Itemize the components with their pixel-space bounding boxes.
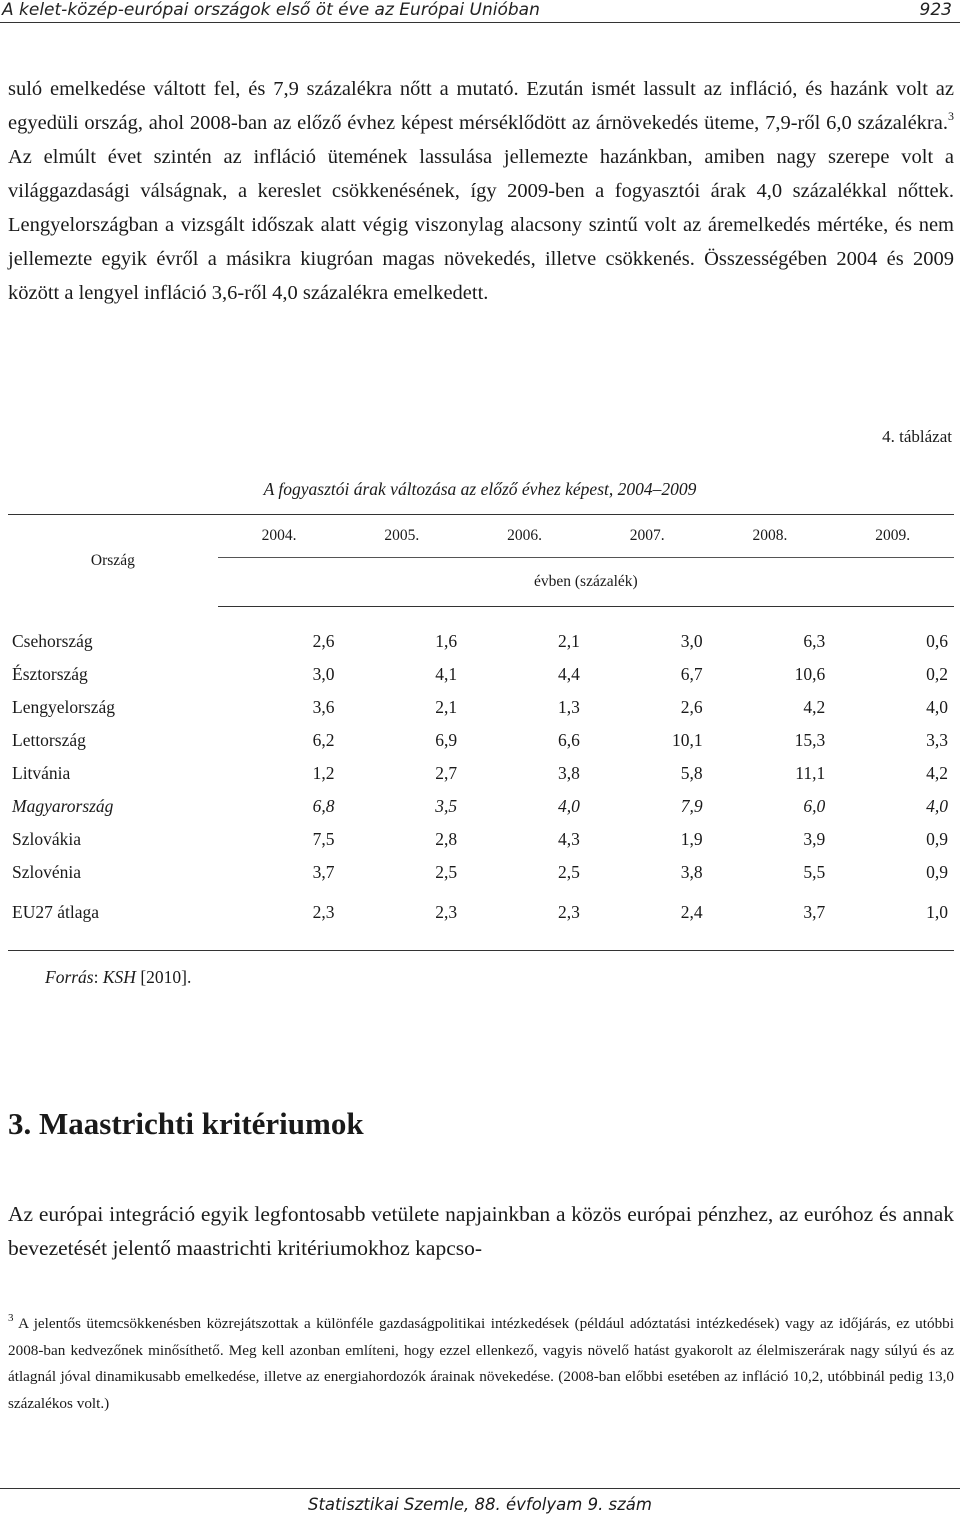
footnote-reference[interactable]: 3 [948,109,954,123]
country-cell: Magyarország [12,796,114,816]
value-cell: 6,6 [557,730,580,750]
table-row [8,823,954,856]
table-title: A fogyasztói árak változása az előző évhez képest, 2004–2009 [263,479,697,499]
country-cell: Csehország [12,631,93,651]
footnote [8,1311,954,1417]
table-number: 4. táblázat [882,427,952,446]
value-cell: 2,1 [557,631,580,651]
year-header: 2004. [218,515,341,558]
value-cell: 5,8 [680,763,703,783]
body-paragraph-1 [8,72,954,310]
footer-divider [0,1488,960,1489]
value-cell: 4,0 [926,697,948,717]
year-header: 2009. [831,515,954,558]
year-header: 2005. [340,515,463,558]
table-row [8,691,954,724]
value-cell: 4,0 [557,796,580,816]
value-cell: 2,3 [340,889,463,951]
country-cell: Lengyelország [12,697,116,717]
value-cell: 0,2 [926,664,948,684]
table-row [8,724,954,757]
paragraph-text-part1: suló emelkedése váltott fel, és 7,9 százalékra nőtt a mutató. Ezután ismét lassult az infláció, és hazánk volt az egyedüli ország, ahol 2008-ban az előző évhez képest mérséklődött az árnövekedés üteme, 7,9-ről 6,0 százalékra. [8,78,954,134]
value-cell: 3,8 [680,862,703,882]
value-cell: 0,9 [926,862,948,882]
value-cell: 3,7 [709,889,832,951]
page-number: 923 [919,0,952,20]
value-cell: 2,4 [586,889,709,951]
value-cell: 5,5 [803,862,826,882]
source-year: [2010]. [135,967,192,987]
value-cell: 1,0 [831,889,954,951]
table-row [8,625,954,658]
inflation-table-container [8,514,954,951]
table-row [8,889,954,951]
source-label: Forrás [45,967,94,987]
country-cell: Litvánia [12,763,71,783]
country-cell: Szlovénia [12,862,82,882]
value-cell: 6,9 [435,730,458,750]
source-name: KSH [102,967,136,987]
unit-header: évben (százalék) [218,558,954,607]
source-separator: : [93,967,103,987]
journal-footer: Statisztikai Szemle, 88. évfolyam 9. szám [307,1495,652,1514]
table-body [8,607,954,951]
value-cell: 2,6 [312,631,335,651]
table-row [8,856,954,889]
value-cell: 3,7 [312,862,335,882]
inflation-table [8,514,954,951]
running-head-title: A kelet-közép-európai országok első öt éve az Európai Unióban [2,0,540,20]
value-cell: 2,7 [435,763,458,783]
country-column-header: Ország [8,515,218,607]
value-cell: 7,5 [312,829,335,849]
table-source [45,967,191,988]
value-cell: 10,1 [671,730,703,750]
country-cell: Lettország [12,730,86,750]
table-row [8,757,954,790]
section-heading: 3. Maastrichti kritériumok [8,1106,364,1141]
running-head [0,0,960,23]
value-cell: 1,3 [557,697,580,717]
section-paragraph: Az európai integráció egyik legfontosabb vetülete napjainkban a közös európai pénzhez, az euróhoz és annak bevezetését jelentő maastrichti kritériumokhoz kapcso- [8,1202,954,1260]
value-cell: 3,8 [557,763,580,783]
value-cell: 1,2 [312,763,335,783]
value-cell: 6,2 [312,730,335,750]
value-cell: 11,1 [795,763,826,783]
footnote-text: A jelentős ütemcsökkenésben közrejátszottak a különféle gazdaságpolitikai intézkedések (például adóztatási intézkedések) vagy az időjárás, ez utóbbi 2008-ban kedvezőnek minősíthető. Meg kell azonban említeni, hogy ezzel ellenkező, vagyis növelő hatást gyakorolt az élelmiszerárak nagy súlyú és az átlagnál jóval dinamikusabb emelkedése, illetve az energiahordozók árainak növekedése. (2008-ban előbbi esetében az infláció 10,2, utóbbinál pedig 13,0 százalékos volt.) [8,1315,954,1412]
table-row [8,658,954,691]
value-cell: 0,9 [926,829,948,849]
value-cell: 4,1 [435,664,458,684]
footnote-mark: 3 [8,1312,14,1324]
value-cell: 1,9 [680,829,703,849]
value-cell: 10,6 [794,664,826,684]
footnote-divider [8,1295,956,1296]
value-cell: 6,0 [803,796,826,816]
year-header: 2007. [586,515,709,558]
value-cell: 6,3 [803,631,826,651]
value-cell: 3,3 [926,730,948,750]
value-cell: 6,7 [680,664,703,684]
value-cell: 2,1 [435,697,458,717]
value-cell: 4,0 [926,796,948,816]
value-cell: 3,5 [435,796,458,816]
value-cell: 4,3 [557,829,580,849]
value-cell: 2,3 [463,889,586,951]
value-cell: 2,3 [218,889,341,951]
value-cell: 4,2 [803,697,826,717]
value-cell: 3,9 [803,829,826,849]
value-cell: 3,0 [680,631,703,651]
value-cell: 2,6 [680,697,703,717]
country-cell: Szlovákia [12,829,82,849]
value-cell: 15,3 [794,730,826,750]
table-row [8,790,954,823]
value-cell: 7,9 [680,796,703,816]
value-cell: 4,4 [557,664,580,684]
value-cell: 3,0 [312,664,335,684]
value-cell: 2,5 [435,862,458,882]
value-cell: 2,8 [435,829,458,849]
value-cell: 1,6 [435,631,458,651]
paragraph-text-part2: Az elmúlt évet szintén az infláció ütemének lassulása jellemezte hazánkban, amiben nagy szerepe volt a világgazdasági válságnak, a kereslet csökkenésének, így 2009-ben a fogyasztói árak 4,0 százalékkal nőttek. Lengyelországban a vizsgált időszak alatt végig viszonylag alacsony szintű volt az áremelkedés mértéke, és nem jellemezte egyik évről a másikra kiugróan magas növekedés, illetve csökkenés. Összességében 2004 és 2009 között a lengyel infláció 3,6-ről 4,0 százalékra emelkedett. [8,146,954,304]
value-cell: 3,6 [312,697,335,717]
country-cell: Észtország [12,664,88,684]
value-cell: 2,5 [557,862,580,882]
year-header: 2006. [463,515,586,558]
value-cell: 4,2 [926,763,948,783]
value-cell: 6,8 [312,796,335,816]
value-cell: 0,6 [926,631,948,651]
year-header: 2008. [709,515,832,558]
country-cell: EU27 átlaga [8,889,218,951]
